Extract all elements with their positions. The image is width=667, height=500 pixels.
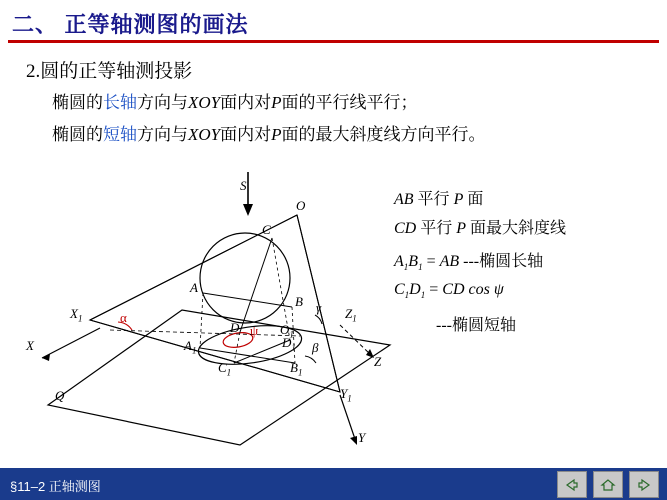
formula3-eq: = [422, 253, 440, 270]
line2-keyword: 短轴 [103, 125, 137, 144]
figure-label-A1: $A_1$ [184, 338, 197, 356]
axis-y-arrow [350, 436, 357, 445]
figure-label-B1: $B_1$ [290, 360, 303, 378]
figure-label-alpha: α [120, 310, 127, 325]
figure-label-Q: Q [55, 388, 65, 403]
line1-plane-p: P [271, 93, 282, 112]
figure-label-O1: $O_1$ [280, 322, 294, 340]
formula4-cos: cos [464, 281, 494, 298]
line2-part-a: 椭圆的 [52, 125, 103, 144]
formula2-p: P [456, 220, 467, 237]
isometric-projection-figure [0, 160, 400, 460]
page-title: 二、 正等轴测图的画法 [12, 12, 249, 37]
formula4-c: C [394, 281, 405, 298]
formula3-note: ---椭圆长轴 [459, 253, 544, 270]
figure-label-B: B [295, 294, 303, 309]
forward-arrow-icon [636, 478, 652, 492]
figure-label-Z: Z [374, 354, 382, 369]
figure-label-psi: ψ [250, 323, 259, 338]
figure-label-C1: $C_1$ [218, 360, 232, 378]
formula2-cd: CD [394, 220, 417, 237]
figure-label-gamma: γ [316, 300, 322, 315]
formula1-ab: AB [394, 191, 414, 208]
reference-line [110, 330, 300, 336]
formula3-sub2: 1 [418, 262, 423, 273]
line1-plane-xoy: XOY [188, 93, 221, 112]
home-icon [600, 478, 616, 492]
formula1-end: 面 [463, 191, 484, 208]
formula3-b: B [408, 253, 419, 270]
figure-label-X: X [26, 338, 34, 353]
figure-label-beta: β [312, 340, 319, 355]
formula4-psi: ψ [493, 281, 504, 298]
chord-cd [240, 238, 272, 332]
axis-x-arrow [42, 354, 50, 361]
circle-on-plane [200, 233, 290, 323]
line2-part-e: 面内对 [220, 125, 272, 144]
formula2-mid: 平行 [416, 220, 457, 237]
axis-x [42, 328, 100, 358]
figure-label-O: O [296, 198, 306, 213]
figure-label-A: A [190, 280, 198, 295]
angle-beta-arc [305, 356, 316, 363]
title-divider [8, 40, 659, 43]
figure-label-X1: $X_1$ [70, 306, 83, 324]
footer-nav-group [557, 471, 659, 498]
footer-section-label: §11–2 正轴测图 [10, 479, 101, 494]
line1-part-a: 椭圆的 [52, 93, 103, 112]
figure-label-Y1: $Y_1$ [340, 386, 352, 404]
axis-z-arrow [366, 349, 374, 358]
home-button[interactable] [593, 471, 623, 498]
figure-svg [0, 160, 400, 460]
figure-label-S: S [240, 178, 247, 193]
line1-part-e: 面内对 [220, 93, 272, 112]
body-line-2 [52, 120, 486, 145]
formula-minor-axis-note: ---椭圆短轴 [436, 317, 516, 334]
chord-ab [203, 293, 292, 307]
line1-part-c: 方向与 [137, 93, 188, 112]
footer-bar [0, 468, 667, 500]
back-button[interactable] [557, 471, 587, 498]
formula4-sub2: 1 [420, 290, 426, 301]
formula3-a: A [394, 253, 404, 270]
forward-button[interactable] [629, 471, 659, 498]
axis-z [340, 325, 372, 356]
formula2-end: 面最大斜度线 [466, 220, 567, 237]
projector-a [200, 293, 203, 348]
line2-plane-p: P [271, 125, 282, 144]
item-number: 2.圆的正等轴测投影 [26, 61, 193, 82]
formula4-eq: = [425, 281, 443, 298]
line1-keyword: 长轴 [103, 93, 137, 112]
formula1-p: P [453, 191, 464, 208]
line2-part-c: 方向与 [137, 125, 188, 144]
formula3-sub1: 1 [403, 262, 409, 273]
formula-minor-axis [394, 281, 504, 300]
figure-label-C: C [262, 222, 271, 237]
figure-label-D1: $D_1$ [282, 335, 296, 353]
angle-gamma-arc [315, 315, 322, 324]
line2-part-g: 面的最大斜度线方向平行。 [281, 125, 486, 144]
formula3-ab: AB [439, 253, 460, 270]
figure-label-D: D [230, 320, 240, 335]
formula-ab-parallel [394, 186, 483, 209]
figure-label-Z1: $Z_1$ [345, 306, 357, 324]
back-arrow-icon [564, 478, 580, 492]
formula-cd-parallel [394, 215, 566, 238]
formula1-mid: 平行 [413, 191, 454, 208]
line2-plane-xoy: XOY [188, 125, 221, 144]
figure-label-Y: Y [358, 430, 366, 445]
formula4-sub1: 1 [404, 290, 410, 301]
line1-part-g: 面的平行线平行； [281, 93, 418, 112]
formula4-cd: CD [442, 281, 465, 298]
formula4-d: D [409, 281, 421, 298]
body-line-1 [52, 88, 418, 113]
formula-major-axis [394, 248, 543, 272]
projection-arrow-head [243, 204, 253, 216]
